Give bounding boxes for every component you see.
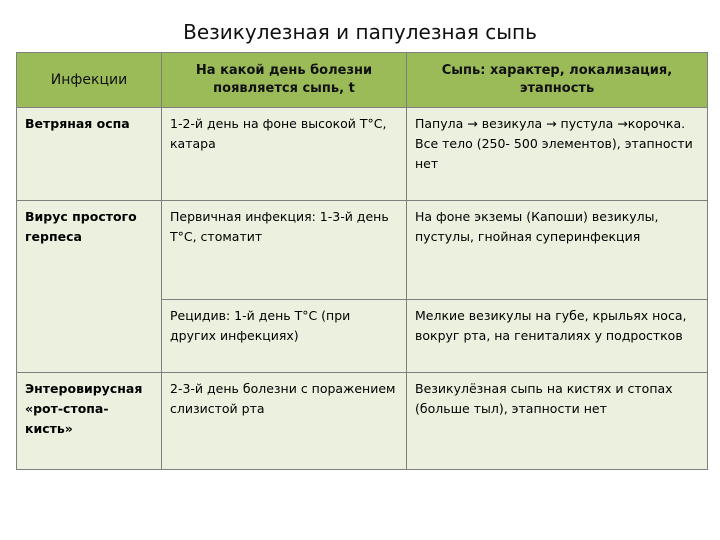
infection-cell: Ветряная оспа — [17, 108, 162, 201]
page-title: Везикулезная и папулезная сыпь — [183, 20, 537, 44]
table-row — [17, 373, 708, 470]
infection-cell: Энтеровирусная «рот-стопа-кисть» — [17, 373, 162, 470]
table-row — [17, 108, 708, 201]
table-header-row — [17, 53, 708, 108]
header-rash-day: На какой день болезни появляется сыпь, t — [162, 53, 407, 108]
rash-table — [16, 52, 708, 470]
header-infections: Инфекции — [17, 53, 162, 108]
table-row — [17, 201, 708, 300]
rash-day-cell: Рецидив: 1-й день Т°С (при других инфекциях) — [162, 300, 407, 373]
rash-day-cell: 1-2-й день на фоне высокой Т°С, катара — [162, 108, 407, 201]
rash-character-cell: На фоне экземы (Капоши) везикулы, пустулы, гнойная суперинфекция — [407, 201, 708, 300]
rash-character-cell: Мелкие везикулы на губе, крыльях носа, вокруг рта, на гениталиях у подростков — [407, 300, 708, 373]
rash-character-cell: Везикулёзная сыпь на кистях и стопах (больше тыл), этапности нет — [407, 373, 708, 470]
rash-day-cell: Первичная инфекция: 1-3-й день Т°С, стоматит — [162, 201, 407, 300]
rash-day-cell: 2-3-й день болезни с поражением слизистой рта — [162, 373, 407, 470]
header-rash-character: Сыпь: характер, локализация, этапность — [407, 53, 708, 108]
infection-cell: Вирус простого герпеса — [17, 201, 162, 373]
rash-character-cell: Папула → везикула → пустула →корочка. Все тело (250- 500 элементов), этапности нет — [407, 108, 708, 201]
